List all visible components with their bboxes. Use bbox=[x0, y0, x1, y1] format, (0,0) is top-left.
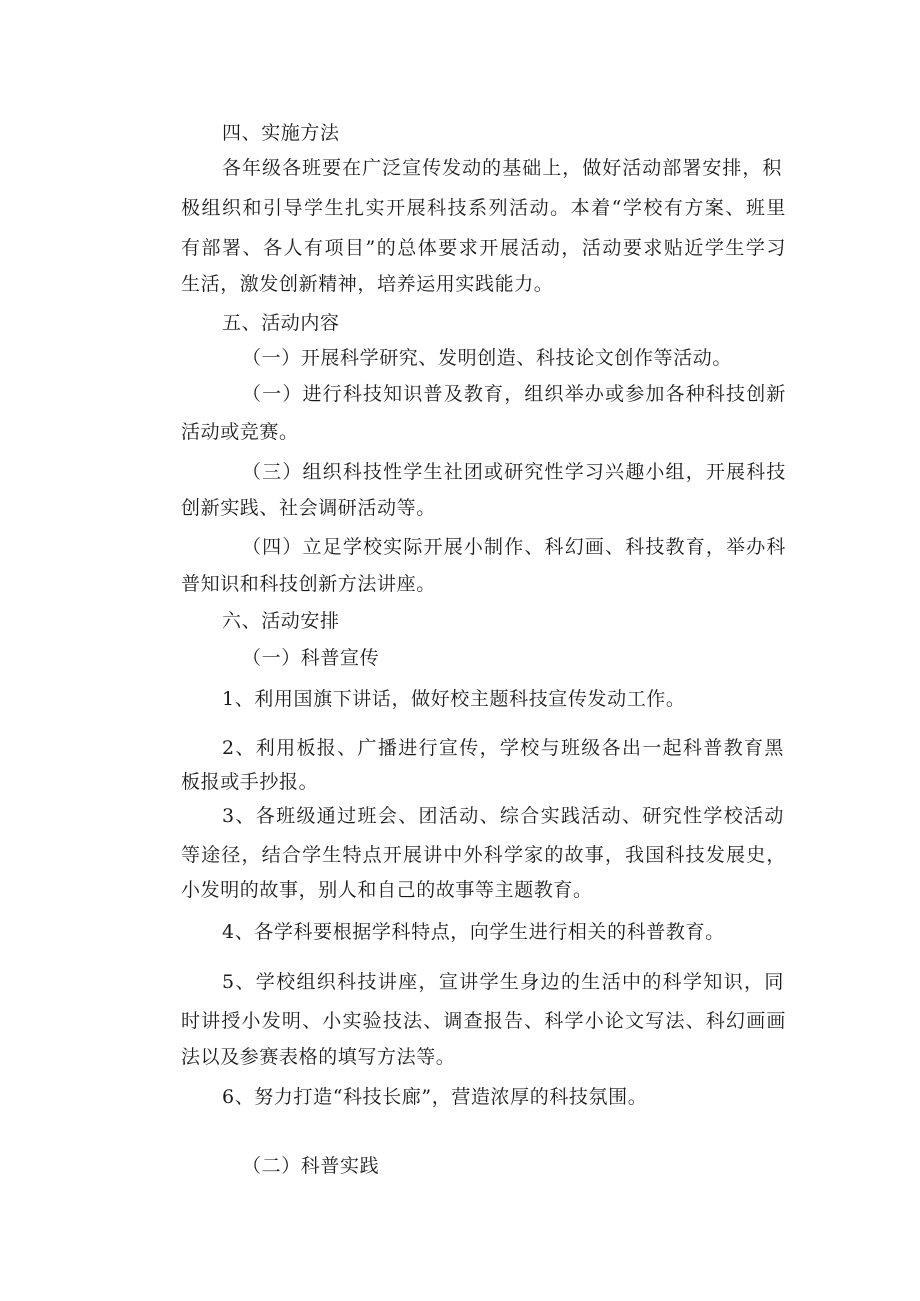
list-item-continuation: 板报或手抄报。 bbox=[181, 771, 319, 793]
list-item: 1、利用国旗下讲话，做好校主题科技宣传发动工作。 bbox=[222, 688, 686, 710]
list-item-continuation: 法以及参赛表格的填写方法等。 bbox=[181, 1046, 456, 1068]
list-item-continuation: 活动或竞赛。 bbox=[181, 421, 299, 443]
paragraph-line: 各年级各班要在广泛宣传发动的基础上，做好活动部署安排，积 bbox=[222, 157, 782, 179]
list-item-continuation: 创新实践、社会调研活动等。 bbox=[181, 497, 436, 519]
list-item: （三）组织科技性学生社团或研究性学习兴趣小组，开展科技 bbox=[242, 461, 786, 483]
list-item: （一）进行科技知识普及教育，组织举办或参加各种科技创新 bbox=[242, 383, 786, 405]
list-item-continuation: 普知识和科技创新方法讲座。 bbox=[181, 573, 436, 595]
list-item-continuation: 时讲授小发明、小实验技法、调查报告、科学小论文写法、科幻画画 bbox=[181, 1010, 786, 1032]
list-item: 2、利用板报、广播进行宣传，学校与班级各出一起科普教育黑 bbox=[222, 737, 784, 759]
paragraph-line: 有部署、各人有项目”的总体要求开展活动，活动要求贴近学生学习 bbox=[181, 237, 786, 259]
list-item-continuation: 等途径，结合学生特点开展讲中外科学家的故事，我国科技发展史， bbox=[181, 844, 786, 866]
heading-activity-content: 五、活动内容 bbox=[222, 312, 340, 334]
paragraph-line: 极组织和引导学生扎实开展科技系列活动。本着“学校有方案、班里 bbox=[181, 197, 786, 219]
heading-implementation: 四、实施方法 bbox=[222, 122, 340, 144]
list-item: （一）开展科学研究、发明创造、科技论文创作等活动。 bbox=[242, 347, 733, 369]
list-item: 4、各学科要根据学科特点，向学生进行相关的科普教育。 bbox=[222, 921, 725, 943]
list-item: 6、努力打造“科技长廊”，营造浓厚的科技氛围。 bbox=[222, 1086, 648, 1108]
subheading-science-publicity: （一）科普宣传 bbox=[242, 647, 380, 669]
list-item: （四）立足学校实际开展小制作、科幻画、科技教育，举办科 bbox=[242, 536, 786, 558]
subheading-science-practice: （二）科普实践 bbox=[242, 1155, 380, 1177]
heading-activity-schedule: 六、活动安排 bbox=[222, 610, 340, 632]
list-item: 3、各班级通过班会、团活动、综合实践活动、研究性学校活动 bbox=[222, 805, 784, 827]
paragraph-line: 生活，激发创新精神，培养运用实践能力。 bbox=[181, 273, 554, 295]
list-item: 5、学校组织科技讲座，宣讲学生身边的生活中的科学知识，同 bbox=[222, 971, 784, 993]
list-item-continuation: 小发明的故事，别人和自己的故事等主题教育。 bbox=[181, 879, 593, 901]
